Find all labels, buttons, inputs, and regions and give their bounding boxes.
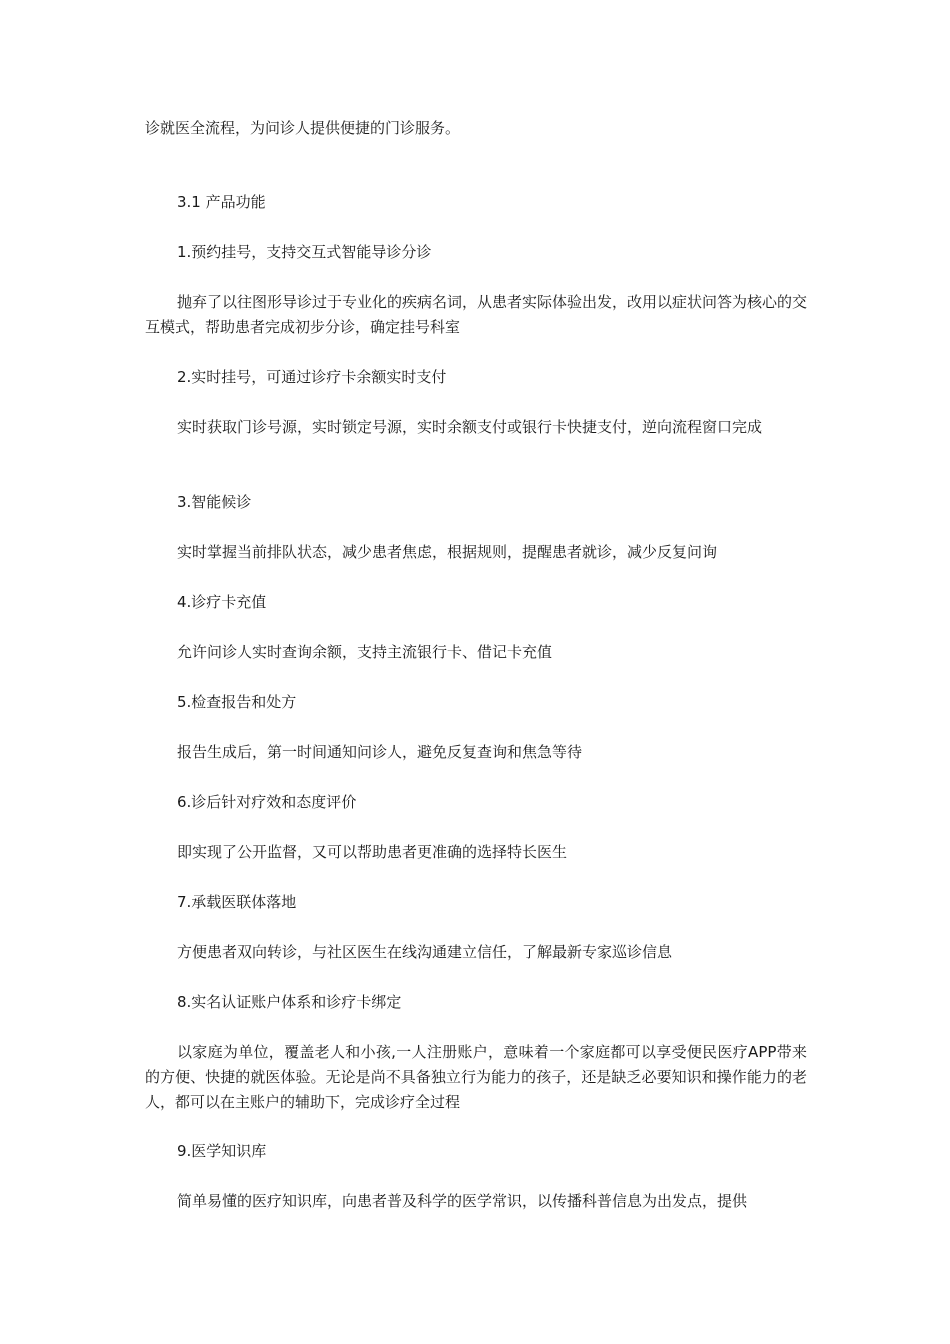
feature-desc-9: 简单易懂的医疗知识库，向患者普及科学的医学常识，以传播科普信息为出发点，提供 <box>177 1192 748 1210</box>
feature-desc-4: 允许问诊人实时查询余额，支持主流银行卡、借记卡充值 <box>177 643 553 661</box>
intro-tail-text: 诊就医全流程，为问诊人提供便捷的门诊服务。 <box>145 119 461 137</box>
feature-desc-7: 方便患者双向转诊，与社区医生在线沟通建立信任，了解最新专家巡诊信息 <box>177 943 673 961</box>
feature-title-1: 1.预约挂号，支持交互式智能导诊分诊 <box>177 243 432 261</box>
feature-title-8: 8.实名认证账户体系和诊疗卡绑定 <box>177 993 402 1011</box>
feature-desc-6: 即实现了公开监督，又可以帮助患者更准确的选择特长医生 <box>177 843 568 861</box>
section-heading: 3.1 产品功能 <box>177 193 266 211</box>
feature-desc-1: 抛弃了以往图形导诊过于专业化的疾病名词，从患者实际体验出发，改用以症状问答为核心的交互模式，帮助患者完成初步分诊，确定挂号科室 <box>145 293 808 336</box>
feature-title-5: 5.检查报告和处方 <box>177 693 297 711</box>
feature-desc-3: 实时掌握当前排队状态，减少患者焦虑，根据规则，提醒患者就诊，减少反复问询 <box>177 543 718 561</box>
feature-title-2: 2.实时挂号，可通过诊疗卡余额实时支付 <box>177 368 447 386</box>
feature-title-7: 7.承载医联体落地 <box>177 893 297 911</box>
feature-desc-2: 实时获取门诊号源，实时锁定号源，实时余额支付或银行卡快捷支付，逆向流程窗口完成 <box>177 418 763 436</box>
feature-desc-8: 以家庭为单位，覆盖老人和小孩,一人注册账户，意味着一个家庭都可以享受便民医疗APP带来的方便、快捷的就医体验。无论是尚不具备独立行为能力的孩子，还是缺乏必要知识和操作能力的老人，都可以在主账户的辅助下，完成诊疗全过程 <box>145 1043 807 1111</box>
feature-title-4: 4.诊疗卡充值 <box>177 593 267 611</box>
feature-desc-5: 报告生成后，第一时间通知问诊人，避免反复查询和焦急等待 <box>177 743 583 761</box>
feature-title-9: 9.医学知识库 <box>177 1142 267 1160</box>
feature-title-3: 3.智能候诊 <box>177 493 252 511</box>
feature-title-6: 6.诊后针对疗效和态度评价 <box>177 793 357 811</box>
